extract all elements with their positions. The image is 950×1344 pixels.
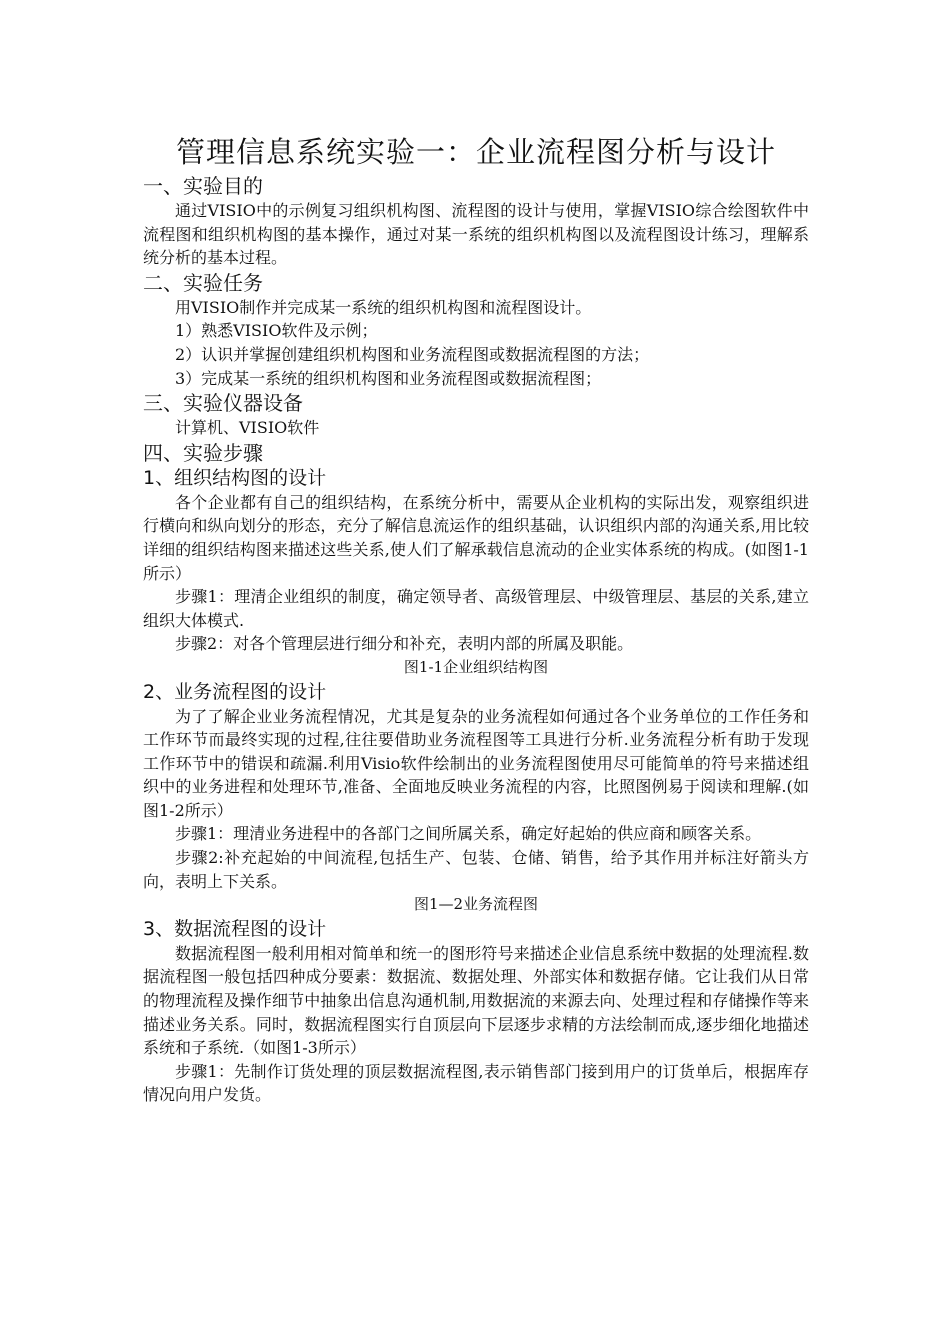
- task-item-3: 3）完成某一系统的组织机构图和业务流程图或数据流程图；: [175, 368, 602, 388]
- equipment-paragraph: 计算机、VISIO软件: [175, 418, 320, 438]
- section-purpose: [143, 173, 809, 270]
- org-chart-paragraph: 各个企业都有自己的组织结构，在系统分析中，需要从企业机构的实际出发，观察组织进行横向和纵向划分的形态，充分了解信息流运作的组织基础，认识组织内部的沟通关系,用比较详细的组织结构图来描述这些关系,使人们了解承载信息流动的企业实体系统的构成。(如图1-1所示）: [143, 492, 809, 583]
- business-flow-paragraph: 为了了解企业业务流程情况，尤其是复杂的业务流程如何通过各个业务单位的工作任务和工作环节而最终实现的过程,往往要借助业务流程图等工具进行分析.业务流程分析有助于发现工作环节中的错误和疏漏.利用Visio软件绘制出的业务流程图使用尽可能简单的符号来描述组织中的业务进程和处理环节,准备、全面地反映业务流程的内容，比照图例易于阅读和理解.(如图1-2所示）: [143, 706, 809, 820]
- section-steps: [143, 440, 809, 1107]
- section-heading-purpose: 一、实验目的: [143, 174, 263, 198]
- figure-caption-1-2: 图1—2业务流程图: [413, 895, 539, 914]
- subsection-business-flow: [143, 680, 809, 917]
- purpose-paragraph: 通过VISIO中的示例复习组织机构图、流程图的设计与使用，掌握VISIO综合绘图软件中流程图和组织机构图的基本操作，通过对某一系统的组织机构图以及流程图设计练习，理解系统分析的基本过程。: [143, 201, 809, 268]
- org-chart-step-1: 步骤1：理清企业组织的制度，确定领导者、高级管理层、中级管理层、基层的关系,建立组织大体模式.: [143, 587, 809, 630]
- document-page: [143, 133, 809, 1107]
- subsection-heading-business-flow: 2、业务流程图的设计: [143, 680, 327, 703]
- figure-caption-1-1: 图1-1企业组织结构图: [403, 657, 549, 676]
- section-tasks: [143, 270, 809, 390]
- section-heading-tasks: 二、实验任务: [143, 270, 263, 295]
- data-flow-paragraph: 数据流程图一般利用相对简单和统一的图形符号来描述企业信息系统中数据的处理流程.数据流程图一般包括四种成分要素：数据流、数据处理、外部实体和数据存储。它让我们从日常的物理流程及操作细节中抽象出信息沟通机制,用数据流的来源去向、处理过程和存储操作等来描述业务关系。同时，数据流程图实行自顶层向下层逐步求精的方法绘制而成,逐步细化地描述系统和子系统.（如图1-3所示）: [143, 943, 809, 1058]
- business-flow-step-1: 步骤1：理清业务进程中的各部门之间所属关系，确定好起始的供应商和顾客关系。: [175, 824, 762, 844]
- task-item-1: 1）熟悉VISIO软件及示例；: [175, 321, 378, 341]
- document-title: 管理信息系统实验一：企业流程图分析与设计: [175, 135, 776, 169]
- subsection-data-flow: [143, 917, 809, 1107]
- section-equipment: [143, 390, 809, 440]
- data-flow-step-1: 步骤1：先制作订货处理的顶层数据流程图,表示销售部门接到用户的订货单后，根据库存情况向用户发货。: [143, 1061, 809, 1105]
- tasks-paragraph: 用VISIO制作并完成某一系统的组织机构图和流程图设计。: [175, 297, 592, 317]
- org-chart-step-2: 步骤2：对各个管理层进行细分和补充，表明内部的所属及职能。: [175, 634, 634, 654]
- section-heading-equipment: 三、实验仪器设备: [143, 391, 303, 416]
- section-heading-steps: 四、实验步骤: [143, 440, 263, 465]
- subsection-org-chart: [143, 466, 809, 680]
- task-item-2: 2）认识并掌握创建组织机构图和业务流程图或数据流程图的方法；: [175, 344, 650, 364]
- subsection-heading-data-flow: 3、数据流程图的设计: [143, 917, 327, 940]
- subsection-heading-org-chart: 1、组织结构图的设计: [143, 466, 327, 489]
- business-flow-step-2: 步骤2:补充起始的中间流程,包括生产、包装、仓储、销售，给予其作用并标注好箭头方向，表明上下关系。: [143, 848, 809, 891]
